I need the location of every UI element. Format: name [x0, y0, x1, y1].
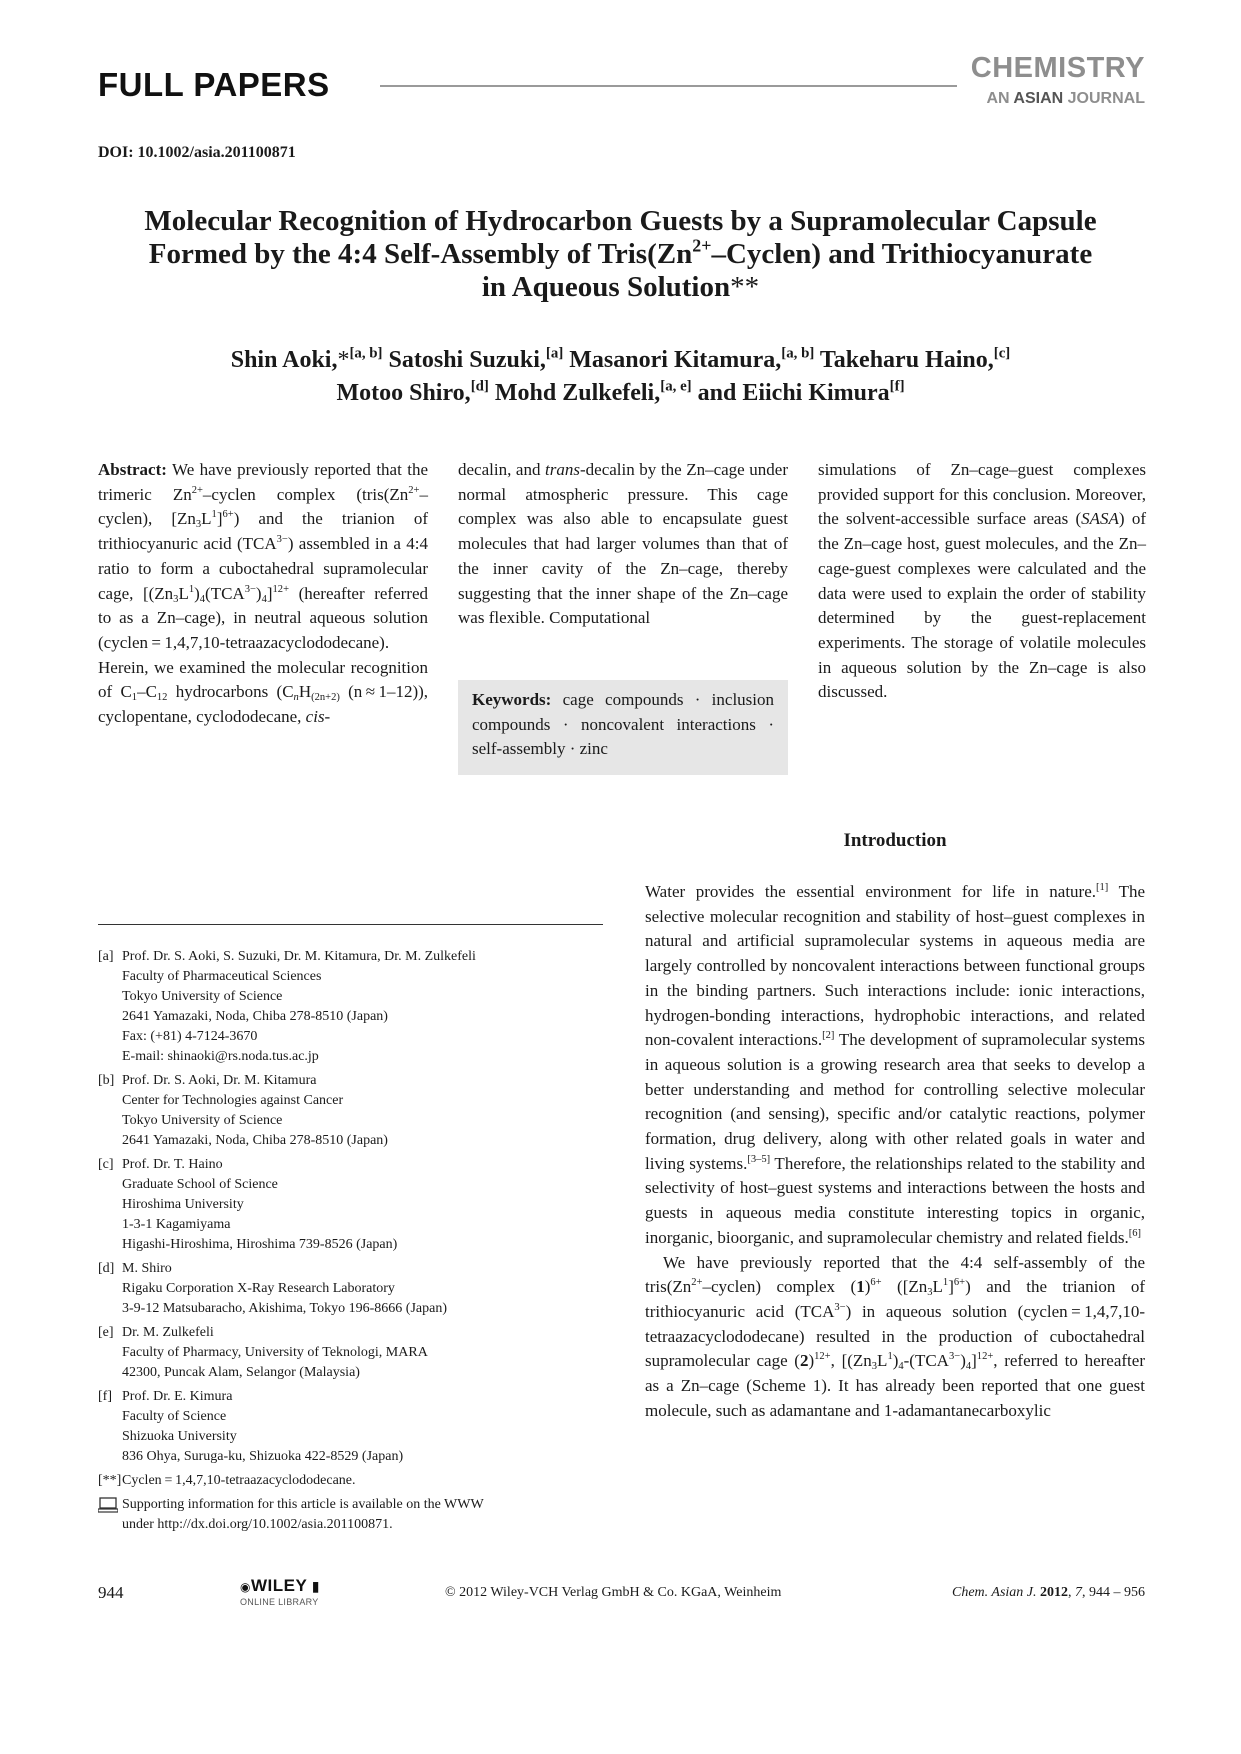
- affiliation-b: [b] Prof. Dr. S. Aoki, Dr. M. Kitamura Center for Technologies against Cancer Tokyo University of Science 2641 Yamazaki, Noda, Chiba 278-8510 (Japan): [98, 1073, 388, 1148]
- email-link[interactable]: E-mail: shinaoki@rs.noda.tus.ac.jp: [122, 1049, 319, 1064]
- affiliation-c: [c] Prof. Dr. T. Haino Graduate School of Science Hiroshima University 1-3-1 Kagamiyama Higashi-Hiroshima, Hiroshima 739-8526 (Japan): [98, 1157, 398, 1252]
- header-rule: [380, 85, 957, 87]
- author-name: Masanori Kitamura,: [569, 347, 782, 373]
- citation[interactable]: [1]: [1096, 882, 1109, 894]
- footnote-rule: [98, 924, 603, 925]
- book-icon: ▮: [307, 1578, 320, 1594]
- journal-logo-subtitle: AN ASIAN JOURNAL: [986, 90, 1145, 107]
- keywords-box: Keywords: cage compounds · inclusion compounds · noncovalent interactions · self-assembly · zinc: [458, 680, 788, 775]
- copyright: © 2012 Wiley-VCH Verlag GmbH & Co. KGaA, Weinheim: [445, 1585, 782, 1600]
- citation[interactable]: [6]: [1128, 1228, 1141, 1239]
- paragraph: Water provides the essential environment for life in nature.[1] The selective molecular recognition and stability of host–guest complexes in natural and artificial supramolecular systems in aqueous media are largely controlled by noncovalent interactions between functional groups in the binding partners. Such interactions include: ionic interactions, hydrogen-bonding interactions, hydrophobic interactions, and related non-covalent interactions.[2] The development of supramolecular systems in aqueous solution is a growing research area that seeks to develop a better understanding and method for controlling selective molecular recognition (and sensing), specific and/or catalytic reactions, polymer formation, drug delivery, along with other related goals in water and living systems.[3–5] Therefore, the relationships related to the stability and selectivity of host–guest systems and interactions between the hosts and guests in aqueous media constitute interesting topics in organic, inorganic, bioorganic, and supramolecular chemistry and related fields.[6]: [645, 882, 1146, 1247]
- affiliation-a: [a] Prof. Dr. S. Aoki, S. Suzuki, Dr. M. Kitamura, Dr. M. Zulkefeli Faculty of Pharmaceutical Sciences Tokyo University of Science 2641 Yamazaki, Noda, Chiba 278-8510 (Japan) Fax: (+81) 4-7124-3670 E-mail: shinaoki@rs.noda.tus.ac.jp: [98, 947, 608, 1067]
- supporting-info: Supporting information for this article is available on the WWW under http://dx.doi.org/10.1002/asia.201100871.: [98, 1495, 608, 1535]
- doi-link[interactable]: under http://dx.doi.org/10.1002/asia.201100871.: [122, 1517, 393, 1532]
- introduction-heading: Introduction: [843, 830, 947, 851]
- abstract-column-1: Abstract: We have previously reported that the trimeric $Zn^{2+}$–cyclen complex ($tris(Zn^{2+}-cyclen)$, $[Zn_3L^1]^{6+}$) and the trianion of trithiocyanuric acid $(TCA^{3-})$ assembled in a 4:4 ratio to form a cuboctahedral supramolecular cage, $[(Zn_3L^1)_4(TCA^{3-})_4]^{12+}$ (hereafter referred to as a Zn–cage), in neutral aqueous solution (cyclen = 1,4,7,10-tetraazacyclododecane). Herein, we examined the molecular recognition of $C_1-C_{12}$ hydrocarbons ($C_nH_{(2n+2)}$ (n ≈ 1–12)), cyclopentane, cyclododecane, cis-: [98, 460, 429, 727]
- abstract-column-3: simulations of Zn–cage–guest complexes provided support for this conclusion. Moreover, the solvent-accessible surface areas (SASA) of the Zn–cage host, guest molecules, and the Zn–cage-guest complexes were calculated and the data were used to explain the order of stability determined by the guest-replacement experiments. The storage of volatile molecules in aqueous solution by the Zn–cage is also discussed.: [818, 460, 1147, 702]
- footnote-cyclen: [**] Cyclen = 1,4,7,10-tetraazacyclododecane.: [98, 1473, 356, 1488]
- page-number: 944: [98, 1583, 124, 1602]
- wiley-emblem-icon: ◉: [240, 1580, 251, 1594]
- affiliations: [98, 947, 608, 1535]
- affiliation-e: [e] Dr. M. Zulkefeli Faculty of Pharmacy, University of Teknologi, MARA 42300, Puncak Alam, Selangor (Malaysia): [98, 1325, 428, 1380]
- author-name: Shin Aoki,: [230, 347, 338, 373]
- journal-logo: CHEMISTRY: [970, 52, 1145, 84]
- citation-line: Chem. Asian J. 2012, 7, 944 – 956: [951, 1585, 1145, 1600]
- author-name: Mohd Zulkefeli,: [494, 380, 661, 406]
- computer-icon: [98, 1495, 122, 1535]
- section-heading: FULL PAPERS: [98, 66, 330, 103]
- author-name: and Eiichi Kimura: [697, 380, 890, 406]
- author-list: Shin Aoki,*[a, b] Satoshi Suzuki,[a] Masanori Kitamura,[a, b] Takeharu Haino,[c] Motoo Shiro,[d] Mohd Zulkefeli,[a, e] and Eiichi Kimura[f]: [230, 345, 1011, 406]
- author-name: Takeharu Haino,: [819, 347, 994, 373]
- citation[interactable]: [2]: [822, 1030, 835, 1042]
- affiliation-d: [d] M. Shiro Rigaku Corporation X-Ray Research Laboratory 3-9-12 Matsubaracho, Akishima, Tokyo 196-8666 (Japan): [98, 1261, 447, 1316]
- doi[interactable]: DOI: 10.1002/asia.201100871: [98, 144, 296, 161]
- abstract-column-2: decalin, and trans-decalin by the Zn–cage under normal atmospheric pressure. This cage complex was also able to encapsulate guest molecules that had larger volumes than that of the inner cavity of the Zn–cage, thereby suggesting that the inner shape of the Zn–cage was flexible. Computational: [458, 460, 788, 628]
- affiliation-f: [f] Prof. Dr. E. Kimura Faculty of Science Shizuoka University 836 Ohya, Suruga-ku, Shizuoka 422-8529 (Japan): [98, 1389, 404, 1464]
- wiley-logo: ◉WILEY ▮ ONLINE LIBRARY: [240, 1576, 320, 1607]
- citation[interactable]: [3–5]: [747, 1153, 771, 1165]
- introduction-body: [645, 880, 1145, 1423]
- paragraph: We have previously reported that the 4:4 self-assembly of the $tris(Zn^{2+}-cyclen)$ complex $(1)^{6+}$ $([Zn_3L^1]^{6+})$ and the trianion of trithiocyanuric acid $(TCA^{3-})$ in aqueous solution (cyclen = 1,4,7,10-tetraazacyclododecane) resulted in the production of cuboctahedral supramolecular cage $(2)^{12+}$, $[(Zn_3L^1)_4-(TCA^{3-})_4]^{12+}$, referred to hereafter as a Zn–cage (Scheme 1). It has already been reported that one guest molecule, such as adamantane and 1-adamantanecarboxylic: [645, 1252, 1146, 1420]
- article-title: Molecular Recognition of Hydrocarbon Guests by a Supramolecular Capsule Formed by the 4:4 Self-Assembly of $Tris(Zn^{2+}-Cyclen)$ and Trithiocyanurate in Aqueous Solution**: [144, 205, 1097, 303]
- author-name: Satoshi Suzuki,: [388, 347, 546, 373]
- author-name: Motoo Shiro,: [336, 380, 471, 406]
